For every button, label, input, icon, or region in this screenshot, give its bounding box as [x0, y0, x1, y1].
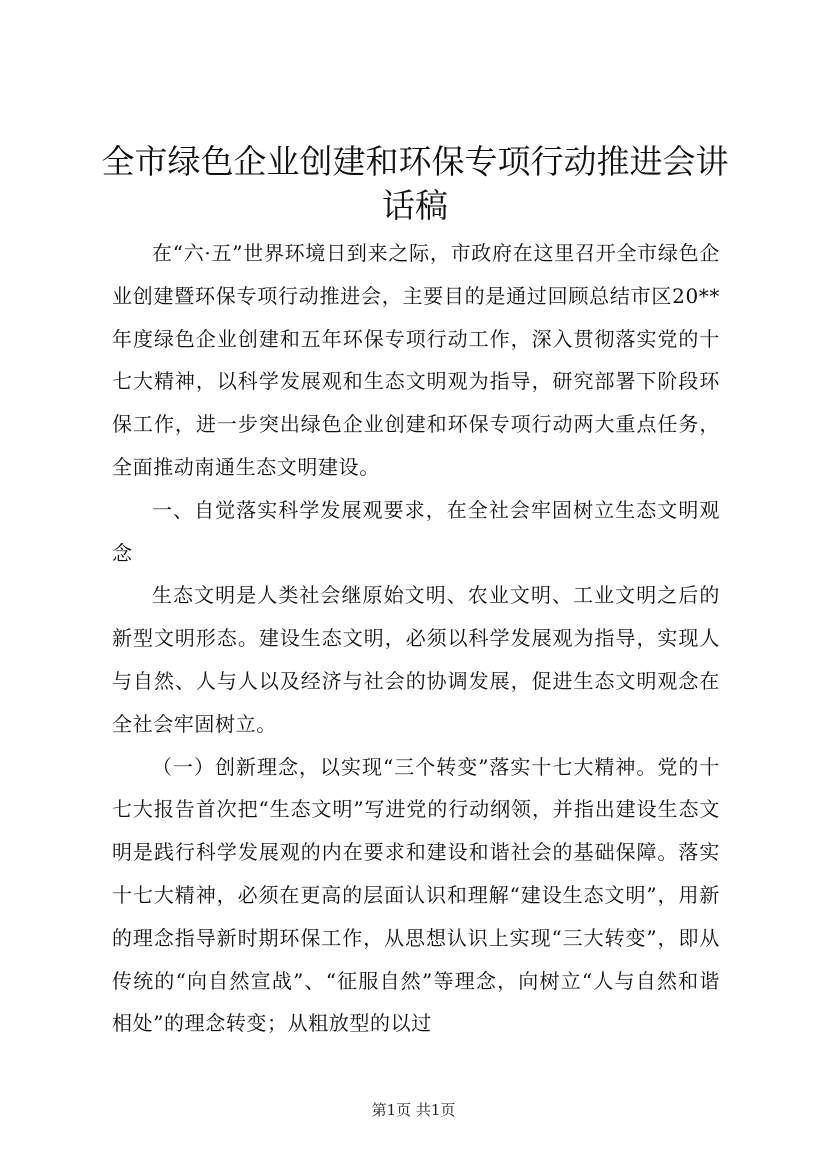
paragraph-subsection-1: （一）创新理念，以实现“三个转变”落实十七大精神。党的十七大报告首次把“生态文明”写进党的行动纲领，并指出建设生态文明是践行科学发展观的内在要求和建设和谐社会的基础保障。落实十七大精神，必须在更高的层面认识和理解“建设生态文明”，用新的理念指导新时期环保工作，从思想认识上实现“三大转变”，即从传统的“向自然宣战”、“征服自然”等理念，向树立“人与自然和谐相处”的理念转变；从粗放型的以过: [112, 754, 720, 1036]
paragraph-ecological-civilization: 生态文明是人类社会继原始文明、农业文明、工业文明之后的新型文明形态。建设生态文明，必须以科学发展观为指导，实现人与自然、人与人以及经济与社会的协调发展，促进生态文明观念在全社会牢固树立。: [112, 583, 720, 736]
page-footer: 第1页 共1页: [371, 1101, 456, 1119]
document-title: 全市绿色企业创建和环保专项行动推进会讲话稿: [101, 142, 729, 225]
paragraph-intro: 在“六·五”世界环境日到来之际，市政府在这里召开全市绿色企业创建暨环保专项行动推进会，主要目的是通过回顾总结市区20**年度绿色企业创建和五年环保专项行动工作，深入贯彻落实党的十七大精神，以科学发展观和生态文明观为指导，研究部署下阶段环保工作，进一步突出绿色企业创建和环保专项行动两大重点任务，全面推动南通生态文明建设。: [112, 241, 720, 479]
document-body: [112, 232, 720, 1045]
section-heading-1: 一、自觉落实科学发展观要求，在全社会牢固树立生态文明观念: [112, 497, 720, 565]
